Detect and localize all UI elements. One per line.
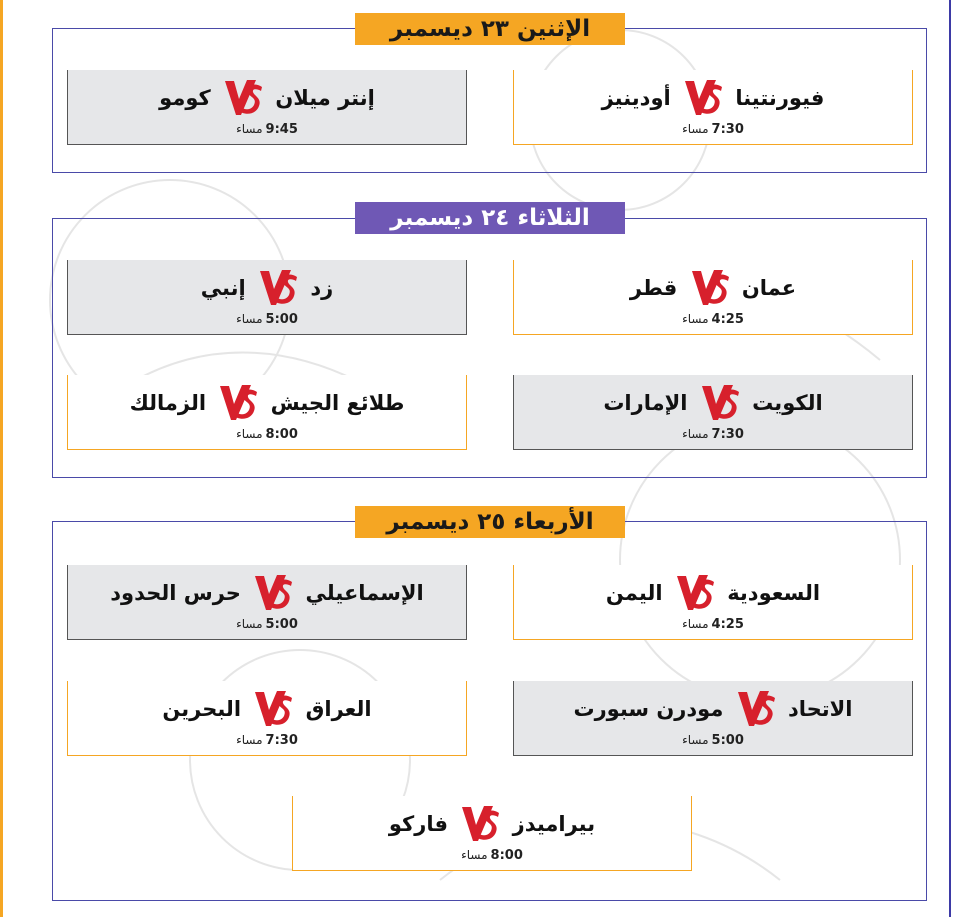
match-time: 8:00	[490, 848, 523, 863]
home-team: فيورنتينا	[735, 86, 825, 110]
home-team: الإسماعيلي	[305, 581, 424, 605]
match-card-inter-como	[67, 70, 467, 145]
home-team: الكويت	[752, 391, 823, 415]
day-header-monday: الإثنين ٢٣ ديسمبر	[355, 13, 625, 45]
vs-logo-icon	[682, 77, 724, 119]
match-time: 5:00	[711, 733, 744, 748]
vs-logo-icon	[257, 267, 299, 309]
match-card-saudi-yemen	[513, 565, 913, 640]
match-time: 7:30	[711, 427, 744, 442]
match-time: 7:30	[711, 122, 744, 137]
vs-logo-icon	[674, 572, 716, 614]
away-team: أودينيز	[601, 86, 671, 110]
vs-logo-icon	[252, 572, 294, 614]
match-period: مساء	[682, 122, 709, 136]
home-team: زد	[310, 276, 334, 300]
match-period: مساء	[682, 733, 709, 747]
match-time: 9:45	[265, 122, 298, 137]
vs-logo-icon	[699, 382, 741, 424]
vs-logo-icon	[252, 688, 294, 730]
match-card-tala-zamalek	[67, 375, 467, 450]
match-card-iraq-bahrain	[67, 681, 467, 756]
vs-logo-icon	[217, 382, 259, 424]
match-card-fiorentina-udinese	[513, 70, 913, 145]
away-team: فاركو	[388, 812, 448, 836]
match-time: 7:30	[265, 733, 298, 748]
match-card-ismaily-borders	[67, 565, 467, 640]
home-team: السعودية	[727, 581, 821, 605]
away-team: حرس الحدود	[110, 581, 241, 605]
match-card-oman-qatar	[513, 260, 913, 335]
match-period: مساء	[682, 312, 709, 326]
match-time: 4:25	[711, 312, 744, 327]
home-team: الاتحاد	[787, 697, 853, 721]
day-header-tuesday: الثلاثاء ٢٤ ديسمبر	[355, 202, 625, 234]
match-period: مساء	[236, 312, 263, 326]
match-period: مساء	[236, 427, 263, 441]
match-card-pyramids-pharco	[292, 796, 692, 871]
home-team: عمان	[741, 276, 797, 300]
away-team: قطر	[629, 276, 678, 300]
away-team: إنبي	[200, 276, 246, 300]
match-period: مساء	[236, 122, 263, 136]
match-period: مساء	[682, 427, 709, 441]
vs-logo-icon	[689, 267, 731, 309]
away-team: البحرين	[162, 697, 242, 721]
match-period: مساء	[236, 617, 263, 631]
day-header-wednesday: الأربعاء ٢٥ ديسمبر	[355, 506, 625, 538]
match-period: مساء	[682, 617, 709, 631]
match-time: 4:25	[711, 617, 744, 632]
home-team: بيراميدز	[512, 812, 596, 836]
vs-logo-icon	[735, 688, 777, 730]
match-period: مساء	[461, 848, 488, 862]
match-time: 5:00	[265, 312, 298, 327]
home-team: إنتر ميلان	[275, 86, 375, 110]
match-period: مساء	[236, 733, 263, 747]
home-team: طلائع الجيش	[270, 391, 405, 415]
away-team: الزمالك	[129, 391, 207, 415]
home-team: العراق	[305, 697, 372, 721]
away-team: مودرن سبورت	[573, 697, 724, 721]
away-team: كومو	[159, 86, 211, 110]
vs-logo-icon	[222, 77, 264, 119]
away-team: اليمن	[605, 581, 663, 605]
match-card-kuwait-uae	[513, 375, 913, 450]
match-card-ittihad-modern	[513, 681, 913, 756]
away-team: الإمارات	[603, 391, 688, 415]
match-card-zed-enppi	[67, 260, 467, 335]
vs-logo-icon	[459, 803, 501, 845]
match-time: 8:00	[265, 427, 298, 442]
match-time: 5:00	[265, 617, 298, 632]
